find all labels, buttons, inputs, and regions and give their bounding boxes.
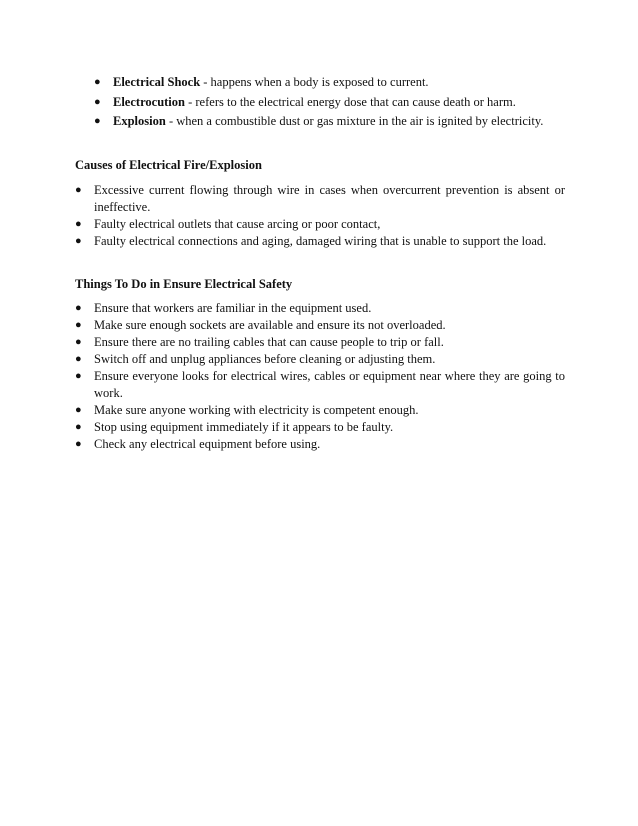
bullet-icon: ● [75, 353, 82, 365]
list-item-text: Ensure everyone looks for electrical wires, cables or equipment near where they are going to work. [94, 369, 565, 400]
bullet-icon: ● [94, 95, 101, 108]
safety-heading: Things To Do in Ensure Electrical Safety [75, 277, 293, 291]
causes-heading: Causes of Electrical Fire/Explosion [75, 158, 262, 172]
list-item [75, 368, 565, 402]
hazard-description: - happens when a body is exposed to current. [200, 75, 429, 89]
bullet-icon: ● [75, 302, 82, 314]
list-item [75, 317, 565, 334]
list-item [75, 334, 565, 351]
list-item-text: Switch off and unplug appliances before cleaning or adjusting them. [94, 352, 436, 366]
list-item [94, 94, 564, 112]
list-item-text: Ensure there are no trailing cables that can cause people to trip or fall. [94, 335, 444, 349]
bullet-icon: ● [75, 184, 82, 196]
hazard-description: - refers to the electrical energy dose that can cause death or harm. [184, 94, 516, 109]
list-item-text: Faulty electrical connections and aging, damaged wiring that is unable to support the load. [94, 234, 547, 248]
list-item [75, 182, 565, 216]
bullet-icon: ● [94, 76, 101, 88]
bullet-icon: ● [75, 404, 82, 416]
bullet-icon: ● [94, 115, 101, 127]
bullet-icon: ● [75, 370, 82, 382]
hazard-term: Electrocution [113, 94, 185, 109]
list-item [94, 74, 564, 92]
bullet-icon: ● [75, 218, 82, 230]
list-item-text: Check any electrical equipment before using. [94, 437, 321, 451]
causes-list [75, 182, 565, 250]
list-item-text: Stop using equipment immediately if it appears to be faulty. [94, 420, 394, 434]
list-item-text: Make sure anyone working with electricity is competent enough. [94, 403, 419, 417]
bullet-icon: ● [75, 336, 82, 348]
bullet-icon: ● [75, 235, 82, 247]
list-item-text: Faulty electrical outlets that cause arcing or poor contact, [94, 217, 381, 231]
list-item-text: Make sure enough sockets are available and ensure its not overloaded. [94, 318, 446, 332]
list-item-text: Ensure that workers are familiar in the equipment used. [94, 301, 372, 315]
list-item [75, 300, 565, 317]
list-item [75, 419, 565, 436]
list-item-text: Excessive current flowing through wire in cases when overcurrent prevention is absent or ineffective. [94, 183, 565, 214]
hazard-list [94, 74, 564, 133]
list-item [75, 402, 565, 419]
hazard-term: Explosion [113, 114, 166, 128]
bullet-icon: ● [75, 319, 82, 331]
list-item [75, 216, 565, 233]
list-item [75, 233, 565, 250]
hazard-term: Electrical Shock [113, 75, 201, 89]
hazard-description: - when a combustible dust or gas mixture in the air is ignited by electricity. [165, 114, 544, 128]
bullet-icon: ● [75, 421, 82, 433]
list-item [75, 436, 565, 453]
list-item [94, 113, 564, 131]
list-item [75, 351, 565, 368]
safety-list [75, 300, 565, 453]
bullet-icon: ● [75, 438, 82, 450]
